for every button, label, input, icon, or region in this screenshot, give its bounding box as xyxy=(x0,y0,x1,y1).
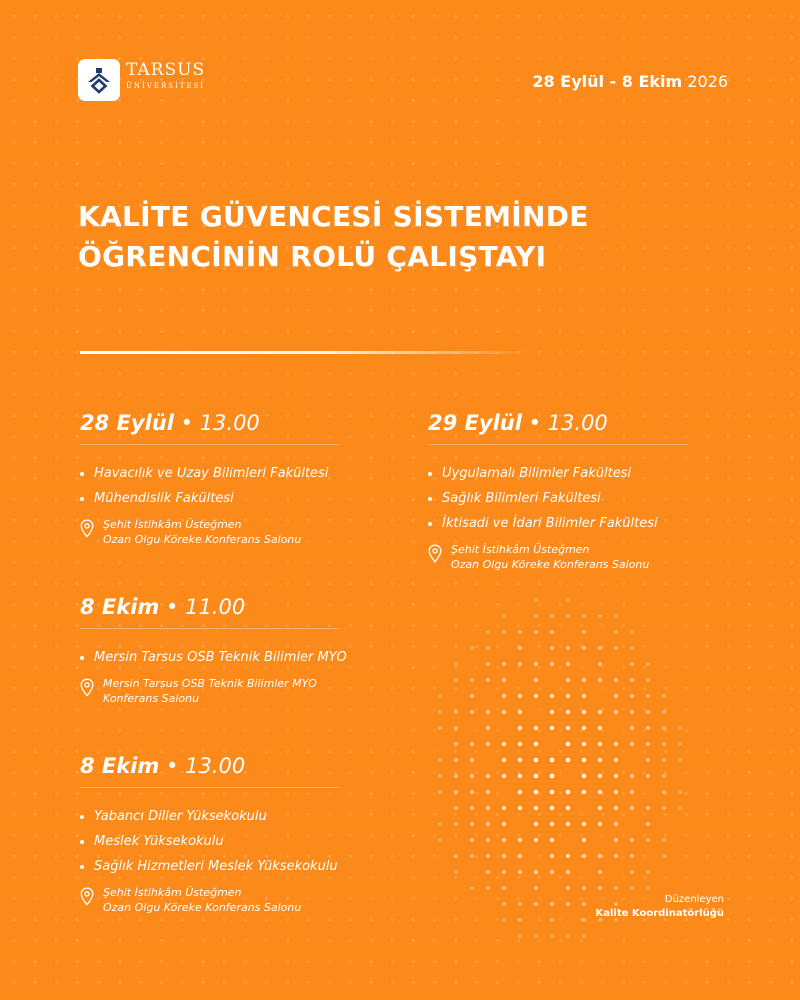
decorative-dot xyxy=(502,614,505,617)
decorative-dot xyxy=(566,710,570,714)
decorative-dot xyxy=(550,630,553,633)
decorative-dot xyxy=(598,678,602,682)
decorative-dot xyxy=(438,838,441,841)
decorative-dot xyxy=(646,774,650,778)
decorative-dot xyxy=(518,806,522,810)
decorative-dot xyxy=(630,806,634,810)
decorative-dot xyxy=(454,678,457,681)
decorative-dot xyxy=(598,870,602,874)
location-line-2: Ozan Olgu Köreke Konferans Salonu xyxy=(103,901,302,914)
session-faculty-list xyxy=(80,461,340,511)
decorative-dot xyxy=(630,790,634,794)
session-heading xyxy=(428,410,688,436)
decorative-dot xyxy=(566,726,570,730)
decorative-dot xyxy=(582,758,586,762)
decorative-dot xyxy=(566,790,571,795)
decorative-dot xyxy=(470,758,474,762)
bullet-separator: • xyxy=(528,411,548,435)
decorative-dot xyxy=(502,822,506,826)
decorative-dot xyxy=(646,870,649,873)
decorative-dot xyxy=(630,886,633,889)
decorative-dot xyxy=(566,934,569,937)
organizer-name: Kalite Koordinatörlüğü xyxy=(595,908,724,919)
location-pin-icon xyxy=(80,887,94,906)
decorative-dot xyxy=(534,934,537,937)
decorative-dot xyxy=(550,694,554,698)
decorative-dot xyxy=(614,758,618,762)
decorative-dot xyxy=(534,838,538,842)
decorative-dot xyxy=(518,918,521,921)
decorative-dot xyxy=(662,854,665,857)
decorative-dot xyxy=(598,822,602,826)
decorative-dot xyxy=(518,838,522,842)
decorative-dot xyxy=(598,742,602,746)
faculty-item: Mersin Tarsus OSB Teknik Bilimler MYO xyxy=(80,645,347,670)
location-text xyxy=(103,676,317,706)
decorative-dot xyxy=(550,806,554,810)
decorative-dot xyxy=(438,790,441,793)
decorative-dot xyxy=(438,694,441,697)
decorative-dot xyxy=(566,646,570,650)
decorative-dot xyxy=(582,630,585,633)
faculty-item: Sağlık Bilimleri Fakültesi xyxy=(428,486,688,511)
decorative-dot xyxy=(470,774,474,778)
decorative-dot xyxy=(502,742,506,746)
decorative-dot xyxy=(630,726,634,730)
location-line-1: Şehit İstihkâm Üsteğmen xyxy=(103,886,242,899)
decorative-dot xyxy=(502,886,505,889)
decorative-dot xyxy=(518,710,522,714)
decorative-dot xyxy=(534,870,538,874)
session-time: 13.00 xyxy=(199,411,260,435)
session-heading xyxy=(80,594,347,620)
decorative-dot xyxy=(534,630,537,633)
decorative-dot xyxy=(614,790,618,794)
session-28-eylul xyxy=(80,410,340,547)
decorative-dot xyxy=(566,758,571,763)
date-range-year: 2026 xyxy=(687,72,728,91)
decorative-dot xyxy=(598,774,602,778)
decorative-dot xyxy=(662,806,665,809)
decorative-dot xyxy=(582,902,585,905)
university-name: TARSUS xyxy=(126,60,206,80)
decorative-dot xyxy=(646,694,649,697)
decorative-dot xyxy=(598,726,602,730)
faculty-item: Meslek Yüksekokulu xyxy=(80,829,340,854)
decorative-dot xyxy=(614,854,618,858)
decorative-dot xyxy=(614,886,617,889)
decorative-dot xyxy=(582,710,586,714)
decorative-dot xyxy=(454,758,457,761)
decorative-dot xyxy=(630,854,633,857)
decorative-dot xyxy=(582,790,586,794)
decorative-dot xyxy=(518,758,522,762)
session-day: 8 Ekim xyxy=(80,595,160,619)
decorative-dot xyxy=(486,742,490,746)
session-rule xyxy=(80,787,340,788)
decorative-dot xyxy=(598,758,602,762)
decorative-dot xyxy=(566,694,570,698)
decorative-dot xyxy=(470,806,474,810)
decorative-dot xyxy=(662,758,665,761)
decorative-dot xyxy=(630,838,634,842)
faculty-item: Yabancı Diller Yüksekokulu xyxy=(80,804,340,829)
event-title xyxy=(78,197,718,277)
location-pin-icon xyxy=(428,544,442,563)
decorative-dot xyxy=(470,646,473,649)
decorative-dot xyxy=(566,870,570,874)
decorative-dot xyxy=(518,742,522,746)
decorative-dot xyxy=(534,886,538,890)
session-faculty-list xyxy=(80,645,347,670)
session-faculty-list xyxy=(428,461,688,536)
decorative-dot xyxy=(486,854,490,858)
bullet-separator: • xyxy=(180,411,200,435)
decorative-dot xyxy=(582,614,585,617)
decorative-dot xyxy=(550,774,555,779)
decorative-dot xyxy=(454,854,457,857)
decorative-dot xyxy=(486,710,490,714)
decorative-dot xyxy=(582,838,586,842)
decorative-dot xyxy=(662,838,665,841)
decorative-dot xyxy=(502,806,506,810)
decorative-dot xyxy=(582,774,586,778)
decorative-dot xyxy=(454,806,457,809)
session-location xyxy=(80,885,340,915)
decorative-dot xyxy=(534,742,538,746)
decorative-dot xyxy=(438,822,441,825)
university-logo-icon xyxy=(78,59,120,101)
decorative-dot xyxy=(598,662,602,666)
location-line-1: Şehit İstihkâm Üsteğmen xyxy=(451,543,590,556)
decorative-dot xyxy=(534,758,539,763)
decorative-dot xyxy=(614,710,618,714)
decorative-dot xyxy=(550,838,554,842)
decorative-dot xyxy=(518,774,522,778)
decorative-dot xyxy=(550,758,555,763)
session-location xyxy=(428,542,688,572)
decorative-dot xyxy=(662,742,665,745)
decorative-dot xyxy=(646,742,649,745)
decorative-dot xyxy=(550,902,553,905)
decorative-dot xyxy=(614,822,618,826)
decorative-dot xyxy=(502,630,505,633)
session-time: 11.00 xyxy=(185,595,246,619)
decorative-dot xyxy=(678,742,681,745)
decorative-dot xyxy=(534,902,537,905)
decorative-dot xyxy=(582,854,586,858)
decorative-dot xyxy=(598,854,602,858)
title-divider xyxy=(80,351,530,354)
decorative-dot xyxy=(598,886,601,889)
decorative-dot xyxy=(534,790,538,794)
decorative-dot xyxy=(518,790,522,794)
decorative-dot xyxy=(534,614,537,617)
session-rule xyxy=(80,628,340,629)
decorative-dot xyxy=(454,774,457,777)
decorative-dot xyxy=(454,870,457,873)
organizer-label: Düzenleyen xyxy=(664,894,724,905)
decorative-dot xyxy=(646,726,649,729)
location-line-2: Ozan Olgu Köreke Konferans Salonu xyxy=(103,533,302,546)
location-text xyxy=(103,517,301,547)
decorative-dot xyxy=(454,726,457,729)
decorative-dot xyxy=(550,614,553,617)
decorative-dot xyxy=(502,710,506,714)
title-line-2: ÖĞRENCİNİN ROLÜ ÇALIŞTAYI xyxy=(78,240,547,273)
decorative-dot xyxy=(454,742,457,745)
location-pin-icon xyxy=(80,678,94,697)
decorative-dot xyxy=(534,598,537,601)
decorative-dot xyxy=(518,662,522,666)
decorative-dot xyxy=(550,710,554,714)
location-line-1: Şehit İstihkâm Üsteğmen xyxy=(103,518,242,531)
decorative-dot xyxy=(438,758,441,761)
decorative-dot xyxy=(502,662,505,665)
faculty-item: Sağlık Hizmetleri Meslek Yüksekokulu xyxy=(80,854,340,879)
decorative-dot xyxy=(662,694,665,697)
decorative-dot xyxy=(582,742,586,746)
organizer xyxy=(595,893,724,921)
decorative-dot xyxy=(678,726,681,729)
decorative-dot xyxy=(550,822,554,826)
decorative-dot xyxy=(630,742,634,746)
decorative-dot xyxy=(614,742,618,746)
decorative-dot xyxy=(598,806,602,810)
decorative-dot xyxy=(534,822,538,826)
event-date-range xyxy=(532,72,728,91)
decorative-dot xyxy=(486,886,489,889)
decorative-dot xyxy=(486,646,489,649)
location-text xyxy=(103,885,301,915)
decorative-dot xyxy=(630,774,634,778)
decorative-dot xyxy=(566,614,569,617)
decorative-dot xyxy=(502,918,505,921)
decorative-dot xyxy=(518,726,522,730)
decorative-dot xyxy=(582,694,586,698)
decorative-dot xyxy=(470,886,473,889)
decorative-dot xyxy=(582,822,586,826)
decorative-dot xyxy=(550,726,554,730)
decorative-dot xyxy=(662,774,665,777)
bullet-separator: • xyxy=(166,754,186,778)
decorative-dot xyxy=(486,774,490,778)
decorative-dot xyxy=(678,790,681,793)
decorative-dot xyxy=(534,806,538,810)
decorative-dot xyxy=(582,934,585,937)
session-8-ekim-1300 xyxy=(80,753,340,915)
session-8-ekim-1100 xyxy=(80,594,347,706)
decorative-dot xyxy=(470,838,473,841)
decorative-dot xyxy=(614,630,617,633)
decorative-dot xyxy=(550,646,554,650)
decorative-dot xyxy=(630,710,634,714)
decorative-dot xyxy=(582,918,585,921)
decorative-dot xyxy=(454,662,457,665)
decorative-dot xyxy=(550,662,554,666)
decorative-dot xyxy=(662,710,665,713)
decorative-dot xyxy=(534,694,538,698)
session-29-eylul xyxy=(428,410,688,572)
decorative-dot xyxy=(534,662,538,666)
decorative-dot xyxy=(646,838,649,841)
decorative-dot xyxy=(614,838,618,842)
decorative-dot xyxy=(518,630,521,633)
decorative-dot xyxy=(550,918,553,921)
decorative-dot xyxy=(566,662,570,666)
decorative-dot xyxy=(566,886,570,890)
decorative-dot xyxy=(454,790,457,793)
decorative-dot xyxy=(454,822,457,825)
decorative-dot xyxy=(566,902,569,905)
decorative-dot xyxy=(646,886,649,889)
decorative-dot xyxy=(518,934,521,937)
decorative-dot xyxy=(566,678,570,682)
decorative-dot xyxy=(630,646,633,649)
decorative-dot xyxy=(614,614,617,617)
decorative-dot xyxy=(646,806,649,809)
decorative-dot xyxy=(518,646,521,649)
decorative-dot xyxy=(662,790,665,793)
decorative-dot xyxy=(534,726,538,730)
session-location xyxy=(80,517,340,547)
decorative-dot xyxy=(502,774,506,778)
decorative-dot xyxy=(598,614,601,617)
decorative-dot xyxy=(518,902,521,905)
decorative-dot xyxy=(598,790,602,794)
decorative-dot xyxy=(502,838,506,842)
session-faculty-list xyxy=(80,804,340,879)
decorative-dot xyxy=(502,758,506,762)
decorative-dot xyxy=(486,870,489,873)
decorative-dot xyxy=(454,710,457,713)
decorative-dot xyxy=(614,806,618,810)
decorative-dot xyxy=(614,694,618,698)
decorative-dot xyxy=(518,870,522,874)
decorative-dot xyxy=(438,710,441,713)
session-rule xyxy=(80,444,340,445)
decorative-dot xyxy=(566,742,570,746)
decorative-dot xyxy=(486,630,489,633)
location-pin-icon xyxy=(80,519,94,538)
decorative-dot xyxy=(582,726,586,730)
decorative-dot xyxy=(486,678,489,681)
decorative-dot xyxy=(614,646,617,649)
location-line-2: Konferans Salonu xyxy=(103,692,200,705)
decorative-dot xyxy=(630,694,634,698)
decorative-dot xyxy=(534,678,538,682)
session-location xyxy=(80,676,347,706)
bullet-separator: • xyxy=(166,595,186,619)
session-heading xyxy=(80,753,340,779)
location-line-1: Mersin Tarsus OSB Teknik Bilimler MYO xyxy=(103,677,317,690)
decorative-dot xyxy=(470,822,474,826)
date-range-days: 28 Eylül - 8 Ekim xyxy=(532,72,683,91)
decorative-dot xyxy=(470,678,473,681)
decorative-dot xyxy=(518,854,522,858)
decorative-dot xyxy=(470,854,473,857)
decorative-dot xyxy=(486,806,490,810)
decorative-dot xyxy=(678,806,681,809)
decorative-dot xyxy=(470,790,474,794)
decorative-dot xyxy=(486,726,490,730)
decorative-dot xyxy=(598,646,601,649)
decorative-dot xyxy=(502,694,506,698)
decorative-dot xyxy=(502,902,505,905)
session-time: 13.00 xyxy=(547,411,608,435)
decorative-dot xyxy=(486,790,490,794)
session-day: 29 Eylül xyxy=(428,411,522,435)
decorative-dot xyxy=(646,758,650,762)
decorative-dot xyxy=(550,854,554,858)
decorative-dot xyxy=(470,742,474,746)
decorative-dot xyxy=(630,662,633,665)
decorative-dot xyxy=(582,886,586,890)
decorative-dot xyxy=(566,854,570,858)
decorative-dot xyxy=(646,710,649,713)
decorative-dot xyxy=(550,790,555,795)
university-logo-text xyxy=(126,62,205,90)
title-line-1: KALİTE GÜVENCESİ SİSTEMİNDE xyxy=(78,200,589,233)
faculty-item: Havacılık ve Uzay Bilimleri Fakültesi xyxy=(80,461,340,486)
session-day: 8 Ekim xyxy=(80,754,160,778)
decorative-dot xyxy=(598,710,602,714)
decorative-dot xyxy=(438,726,441,729)
session-time: 13.00 xyxy=(185,754,246,778)
session-rule xyxy=(428,444,688,445)
decorative-dot xyxy=(614,678,618,682)
decorative-dot xyxy=(502,854,506,858)
decorative-dot xyxy=(518,694,522,698)
decorative-dot xyxy=(470,694,473,697)
decorative-dot xyxy=(646,678,649,681)
decorative-dot xyxy=(646,822,649,825)
university-subtitle: ÜNİVERSİTESİ xyxy=(126,82,206,90)
decorative-dot xyxy=(550,870,554,874)
faculty-item: İktisadi ve İdari Bilimler Fakültesi xyxy=(428,511,688,536)
decorative-dot xyxy=(486,822,490,826)
decorative-dot xyxy=(646,662,649,665)
decorative-dot xyxy=(534,774,539,779)
decorative-dot xyxy=(630,870,633,873)
decorative-dot xyxy=(582,678,586,682)
session-day: 28 Eylül xyxy=(80,411,174,435)
decorative-dot xyxy=(566,822,570,826)
decorative-dot xyxy=(630,678,633,681)
decorative-dot xyxy=(566,598,569,601)
decorative-dot xyxy=(630,630,633,633)
decorative-dot xyxy=(438,774,441,777)
decorative-dot xyxy=(582,646,585,649)
decorative-dot xyxy=(550,934,553,937)
decorative-dot xyxy=(470,710,473,713)
faculty-item: Uygulamalı Bilimler Fakültesi xyxy=(428,461,688,486)
session-heading xyxy=(80,410,340,436)
location-line-2: Ozan Olgu Köreke Konferans Salonu xyxy=(451,558,650,571)
decorative-dot xyxy=(662,726,665,729)
faculty-item: Mühendislik Fakültesi xyxy=(80,486,340,511)
decorative-dot xyxy=(486,662,489,665)
location-text xyxy=(451,542,649,572)
decorative-dot xyxy=(614,774,618,778)
decorative-dot xyxy=(502,678,506,682)
decorative-dot xyxy=(502,870,506,874)
decorative-dot xyxy=(678,758,681,761)
decorative-dot xyxy=(566,806,570,810)
decorative-dot xyxy=(486,838,490,842)
